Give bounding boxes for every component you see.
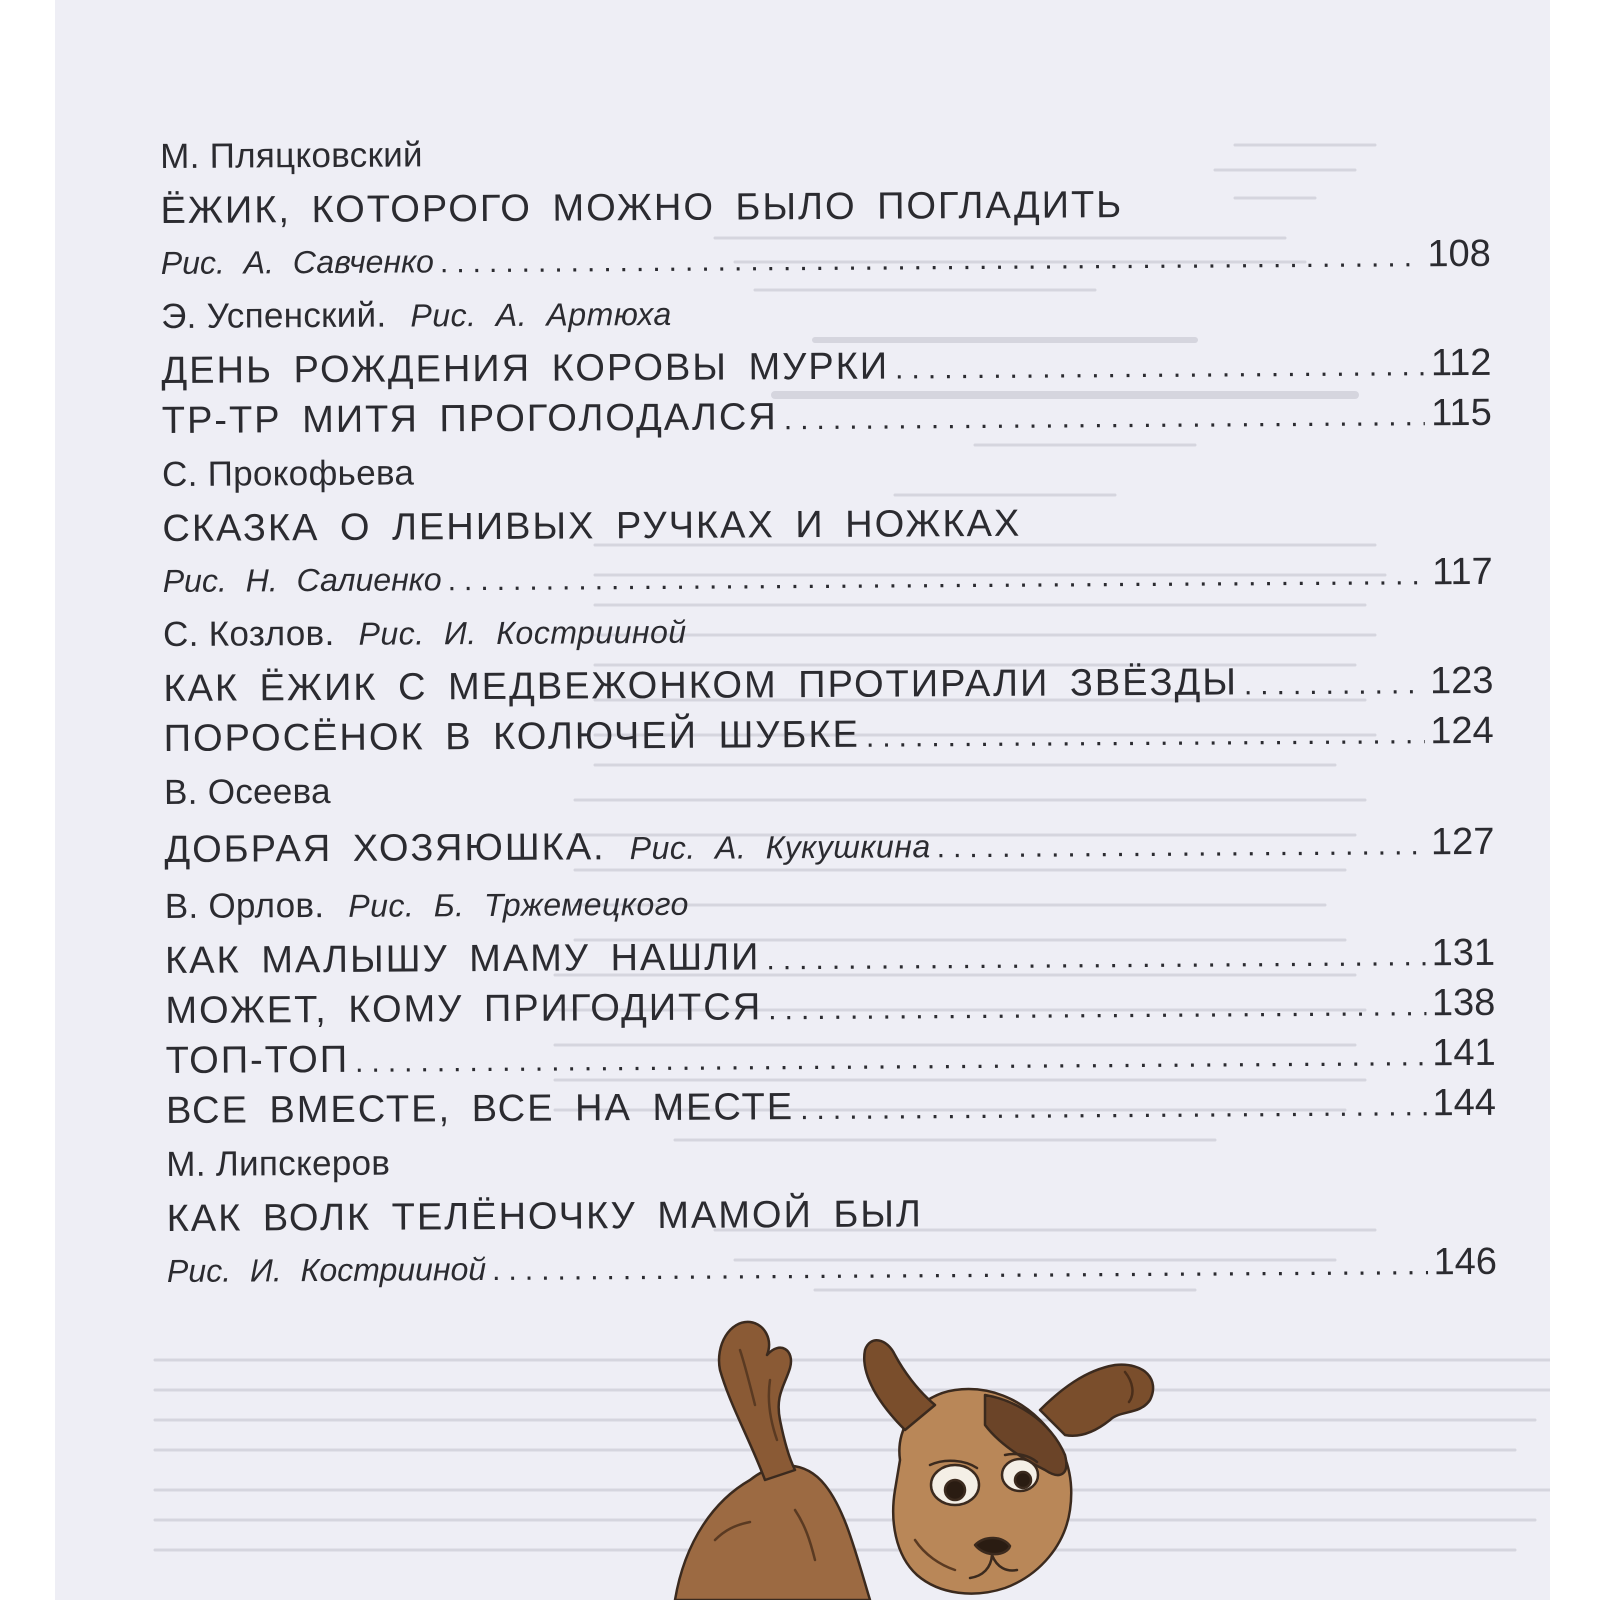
toc-author [163,598,1493,664]
toc-author [161,280,1491,346]
author-name: С. Прокофьева [161,453,415,494]
toc-entry[interactable] [164,706,1494,764]
toc-entry[interactable] [166,1078,1496,1136]
author-name: С. Козлов. [162,613,335,654]
page-number: 131 [1431,931,1496,975]
toc-author [164,756,1494,822]
illustrator-credit: Рис. Н. Салиенко [162,561,442,599]
toc-author [165,870,1495,936]
dot-leader [766,931,1426,985]
illustrator-credit: Рис. И. Кострииной [166,1251,487,1289]
book-page [55,0,1550,1600]
dot-leader [784,391,1426,445]
dot-leader [1244,659,1424,710]
story-title: ВСЕ ВМЕСТЕ, ВСЕ НА МЕСТЕ [165,1086,795,1132]
toc-author [160,120,1490,186]
story-title: КАК ВОЛК ТЕЛЁНОЧКУ МАМОЙ БЫЛ [166,1193,924,1240]
toc-entry[interactable] [165,978,1495,1036]
author-name: Э. Успенский. [161,295,387,336]
illustrator-credit: Рис. И. Кострииной [358,613,687,652]
illustrator-credit: Рис. А. Савченко [160,243,435,281]
story-title: ТОП-ТОП [165,1038,350,1082]
story-title: ДЕНЬ РОЖДЕНИЯ КОРОВЫ МУРКИ [161,345,890,392]
toc-author [162,438,1492,504]
toc-author [166,1128,1496,1194]
toc-entry[interactable] [162,388,1492,446]
page-number: 146 [1433,1240,1498,1284]
toc-title[interactable] [167,1186,1497,1244]
story-title: КАК МАЛЫШУ МАМУ НАШЛИ [164,936,761,982]
story-title: СКАЗКА О ЛЕНИВЫХ РУЧКАХ И НОЖКАХ [162,502,1022,550]
dot-leader [866,709,1425,762]
page-number: 124 [1430,709,1494,753]
page-number: 141 [1432,1031,1496,1075]
page-number: 108 [1427,232,1491,276]
toc-entry[interactable] [163,656,1493,714]
story-title: ПОРОСЁНОК В КОЛЮЧЕЙ ШУБКЕ [163,713,861,760]
author-name: М. Липскеров [166,1143,391,1184]
story-title: ЁЖИК, КОТОРОГО МОЖНО БЫЛО ПОГЛАДИТЬ [160,184,1124,232]
page-number: 138 [1431,981,1496,1025]
illustrator-credit: Рис. Б. Тржемецкого [348,885,690,924]
dot-leader [768,981,1426,1035]
author-name: М. Пляцковский [160,135,423,176]
story-title: МОЖЕТ, КОМУ ПРИГОДИТСЯ [165,986,763,1032]
illustrator-credit: Рис. А. Кукушкина [629,828,931,867]
page-number: 112 [1430,341,1492,385]
table-of-contents [160,120,1497,1296]
author-name: В. Орлов. [164,886,325,926]
toc-entry[interactable] [167,1236,1497,1296]
page-number: 144 [1432,1081,1497,1125]
page-number: 117 [1432,550,1493,594]
toc-entry[interactable] [165,928,1495,986]
dot-leader [937,817,1426,876]
story-title: КАК ЁЖИК С МЕДВЕЖОНКОМ ПРОТИРАЛИ ЗВЁЗДЫ [163,661,1239,710]
dot-leader [800,1081,1427,1135]
dot-leader [895,341,1425,394]
author-name: В. Осеева [163,771,332,812]
toc-entry[interactable] [161,228,1491,288]
dot-leader [492,1239,1428,1297]
toc-title[interactable] [162,496,1492,554]
illustrator-credit: Рис. А. Артюха [410,295,672,334]
toc-entry[interactable] [166,1028,1496,1086]
story-title: ДОБРАЯ ХОЗЯЮШКА. [164,826,606,871]
puppy-illustration-icon [655,1310,1215,1600]
toc-entry[interactable] [161,338,1491,396]
toc-title[interactable] [160,178,1490,236]
story-title: ТР-ТР МИТЯ ПРОГОЛОДАЛСЯ [161,396,778,442]
page-number: 115 [1431,391,1492,435]
toc-entry[interactable] [163,546,1493,606]
page-number: 123 [1429,659,1494,703]
toc-entry[interactable] [164,814,1494,878]
page-number: 127 [1430,820,1495,864]
